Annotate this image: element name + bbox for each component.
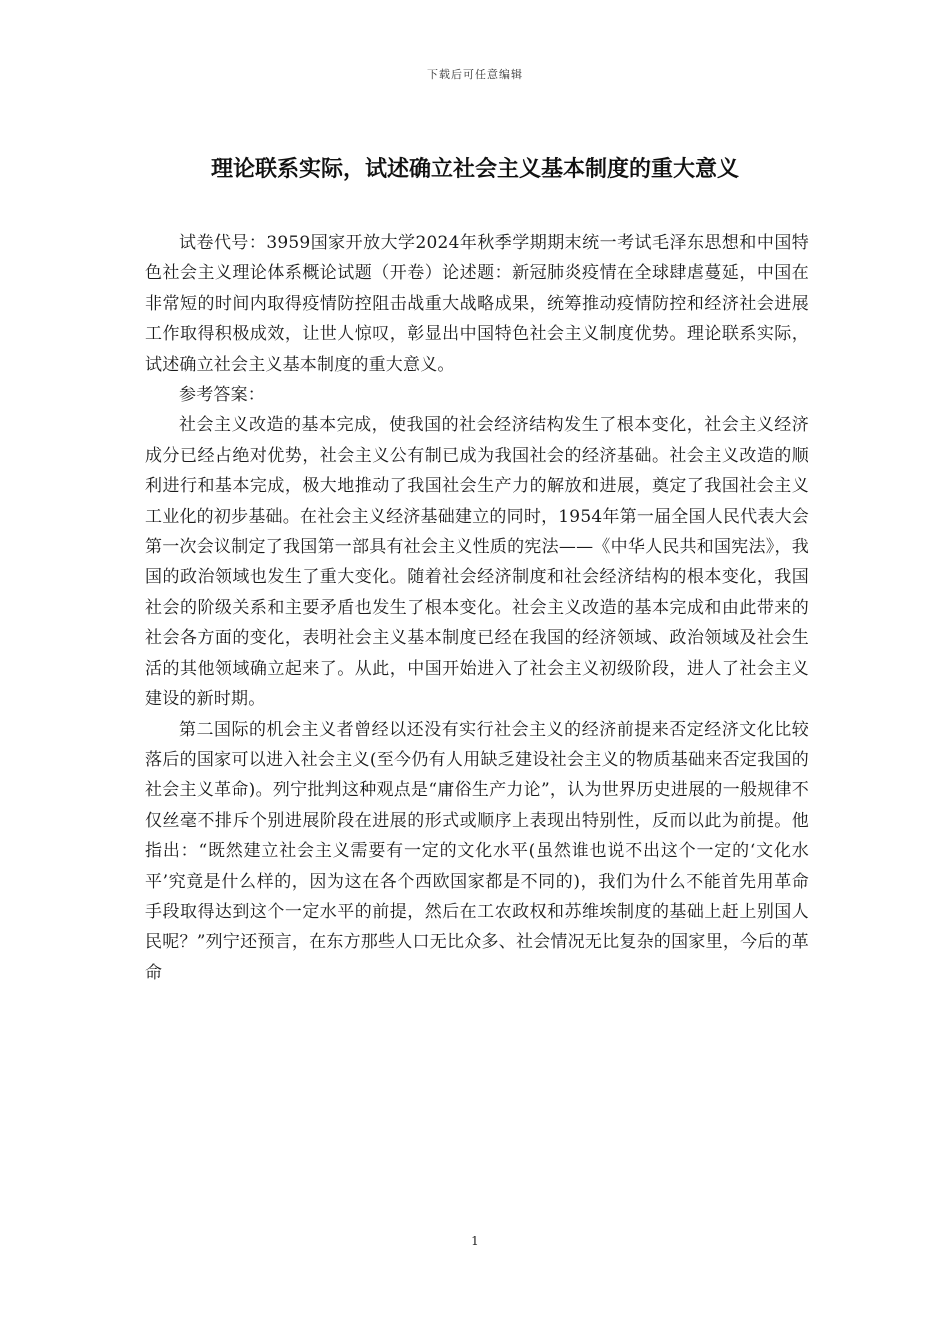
header-note: 下载后可任意编辑 <box>427 68 523 81</box>
page-number: 1 <box>471 1234 479 1248</box>
answer-heading: 参考答案： <box>179 385 265 406</box>
answer-paragraph-1: 社会主义改造的基本完成，使我国的社会经济结构发生了根本变化，社会主义经济成分已经占绝对优势，社会主义公有制已成为我国社会的经济基础。社会主义改造的顺利进行和基本完成，极大地推动了我国社会生产力的解放和进展，奠定了我国社会主义工业化的初步基础。在社会主义经济基础建立的同时，1954年第一届全国人民代表大会第一次会议制定了我国第一部具有社会主义性质的宪法——《中华人民共和国宪法》，我国的政治领域也发生了重大变化。随着社会经济制度和社会经济结构的根本变化，我国社会的阶级关系和主要矛盾也发生了根本变化。社会主义改造的基本完成和由此带来的社会各方面的变化，表明社会主义基本制度已经在我国的经济领域、政治领域及社会生活的其他领域确立起来了。从此，中国开始进入了社会主义初级阶段，进人了社会主义建设的新时期。 <box>145 415 809 710</box>
document-body <box>145 228 809 988</box>
question-paragraph: 试卷代号：3959国家开放大学2024年秋季学期期末统一考试毛泽东思想和中国特色社会主义理论体系概论试题（开卷）论述题：新冠肺炎疫情在全球肆虐蔓延，中国在非常短的时间内取得疫情防控阻击战重大战略成果，统筹推动疫情防控和经济社会进展工作取得积极成效，让世人惊叹，彰显出中国特色社会主义制度优势。理论联系实际，试述确立社会主义基本制度的重大意义。 <box>145 233 809 375</box>
answer-paragraph-2: 第二国际的机会主义者曾经以还没有实行社会主义的经济前提来否定经济文化比较落后的国家可以进入社会主义(至今仍有人用缺乏建设社会主义的物质基础来否定我国的社会主义革命)。列宁批判这种观点是“庸俗生产力论”，认为世界历史进展的一般规律不仅丝毫不排斥个别进展阶段在进展的形式或顺序上表现出特别性，反而以此为前提。他指出：“既然建立社会主义需要有一定的文化水平(虽然谁也说不出这个一定的‘文化水平’究竟是什么样的，因为这在各个西欧国家都是不同的)，我们为什么不能首先用革命手段取得达到这个一定水平的前提，然后在工农政权和苏维埃制度的基础上赶上别国人民呢？”列宁还预言，在东方那些人口无比众多、社会情况无比复杂的国家里，今后的革命 <box>145 719 809 983</box>
document-title: 理论联系实际，试述确立社会主义基本制度的重大意义 <box>210 157 739 182</box>
